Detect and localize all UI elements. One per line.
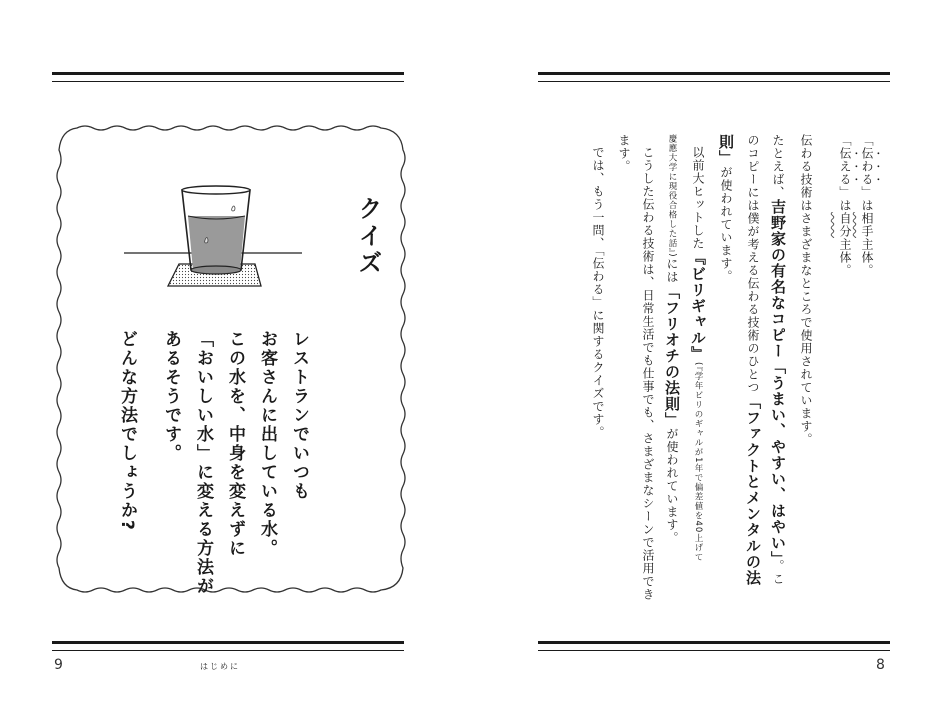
footer-title: はじめに	[200, 662, 240, 671]
bottom-rule-right	[538, 641, 890, 651]
text-line-2: 「伝える」は自分主体。	[838, 134, 852, 277]
text-line-10: ます。	[617, 134, 631, 173]
text-line-7: 以前大ヒットした『ビリギャル』(『学年ビリのギャルが1年で偏差値を40上げて	[689, 146, 707, 562]
water-glass-illustration	[124, 180, 309, 292]
text-line-4: たとえば、吉野家の有名なコピー「うまい、やすい、はやい」。こ	[769, 134, 787, 586]
text-line-11: では、もう一問、「伝わる」に関するクイズです。	[591, 146, 605, 439]
glass-water	[188, 216, 245, 273]
page-number-right: 8	[876, 657, 885, 673]
page-number-left: 9	[54, 657, 63, 673]
quiz-title: クイズ	[354, 196, 382, 277]
bottom-rule-left	[52, 641, 404, 651]
text-line-6: 則」が使われています。	[717, 134, 735, 283]
quiz-line-3: この水を、中身を変えずに	[225, 330, 245, 558]
text-line-9: こうした伝わる技術は、日常生活でも仕事でも、さまざまなシーンで活用でき	[641, 146, 655, 601]
quiz-line-2: お客さんに出している水。	[257, 330, 277, 558]
text-line-3: 伝わる技術はさまざまなところで使用されています。	[799, 134, 813, 446]
top-rule-left	[52, 72, 404, 82]
quiz-line-4: 「おいしい水」に変える方法が	[193, 330, 213, 596]
text-line-8: 慶應大学に現役合格した話』)には「フリオチの法則」が使われています。	[663, 134, 681, 545]
top-rule-right	[538, 72, 890, 82]
text-line-5: のコピーには僕が考える伝わる技術のひとつ「ファクトとメンタルの法	[744, 134, 762, 586]
quiz-line-5: あるそうです。	[161, 330, 181, 463]
quiz-line-1: レストランでいつも	[289, 330, 309, 501]
quiz-line-6: どんな方法でしょうか?	[117, 330, 137, 532]
text-line-1: 「伝わる」は相手主体。	[860, 134, 874, 277]
